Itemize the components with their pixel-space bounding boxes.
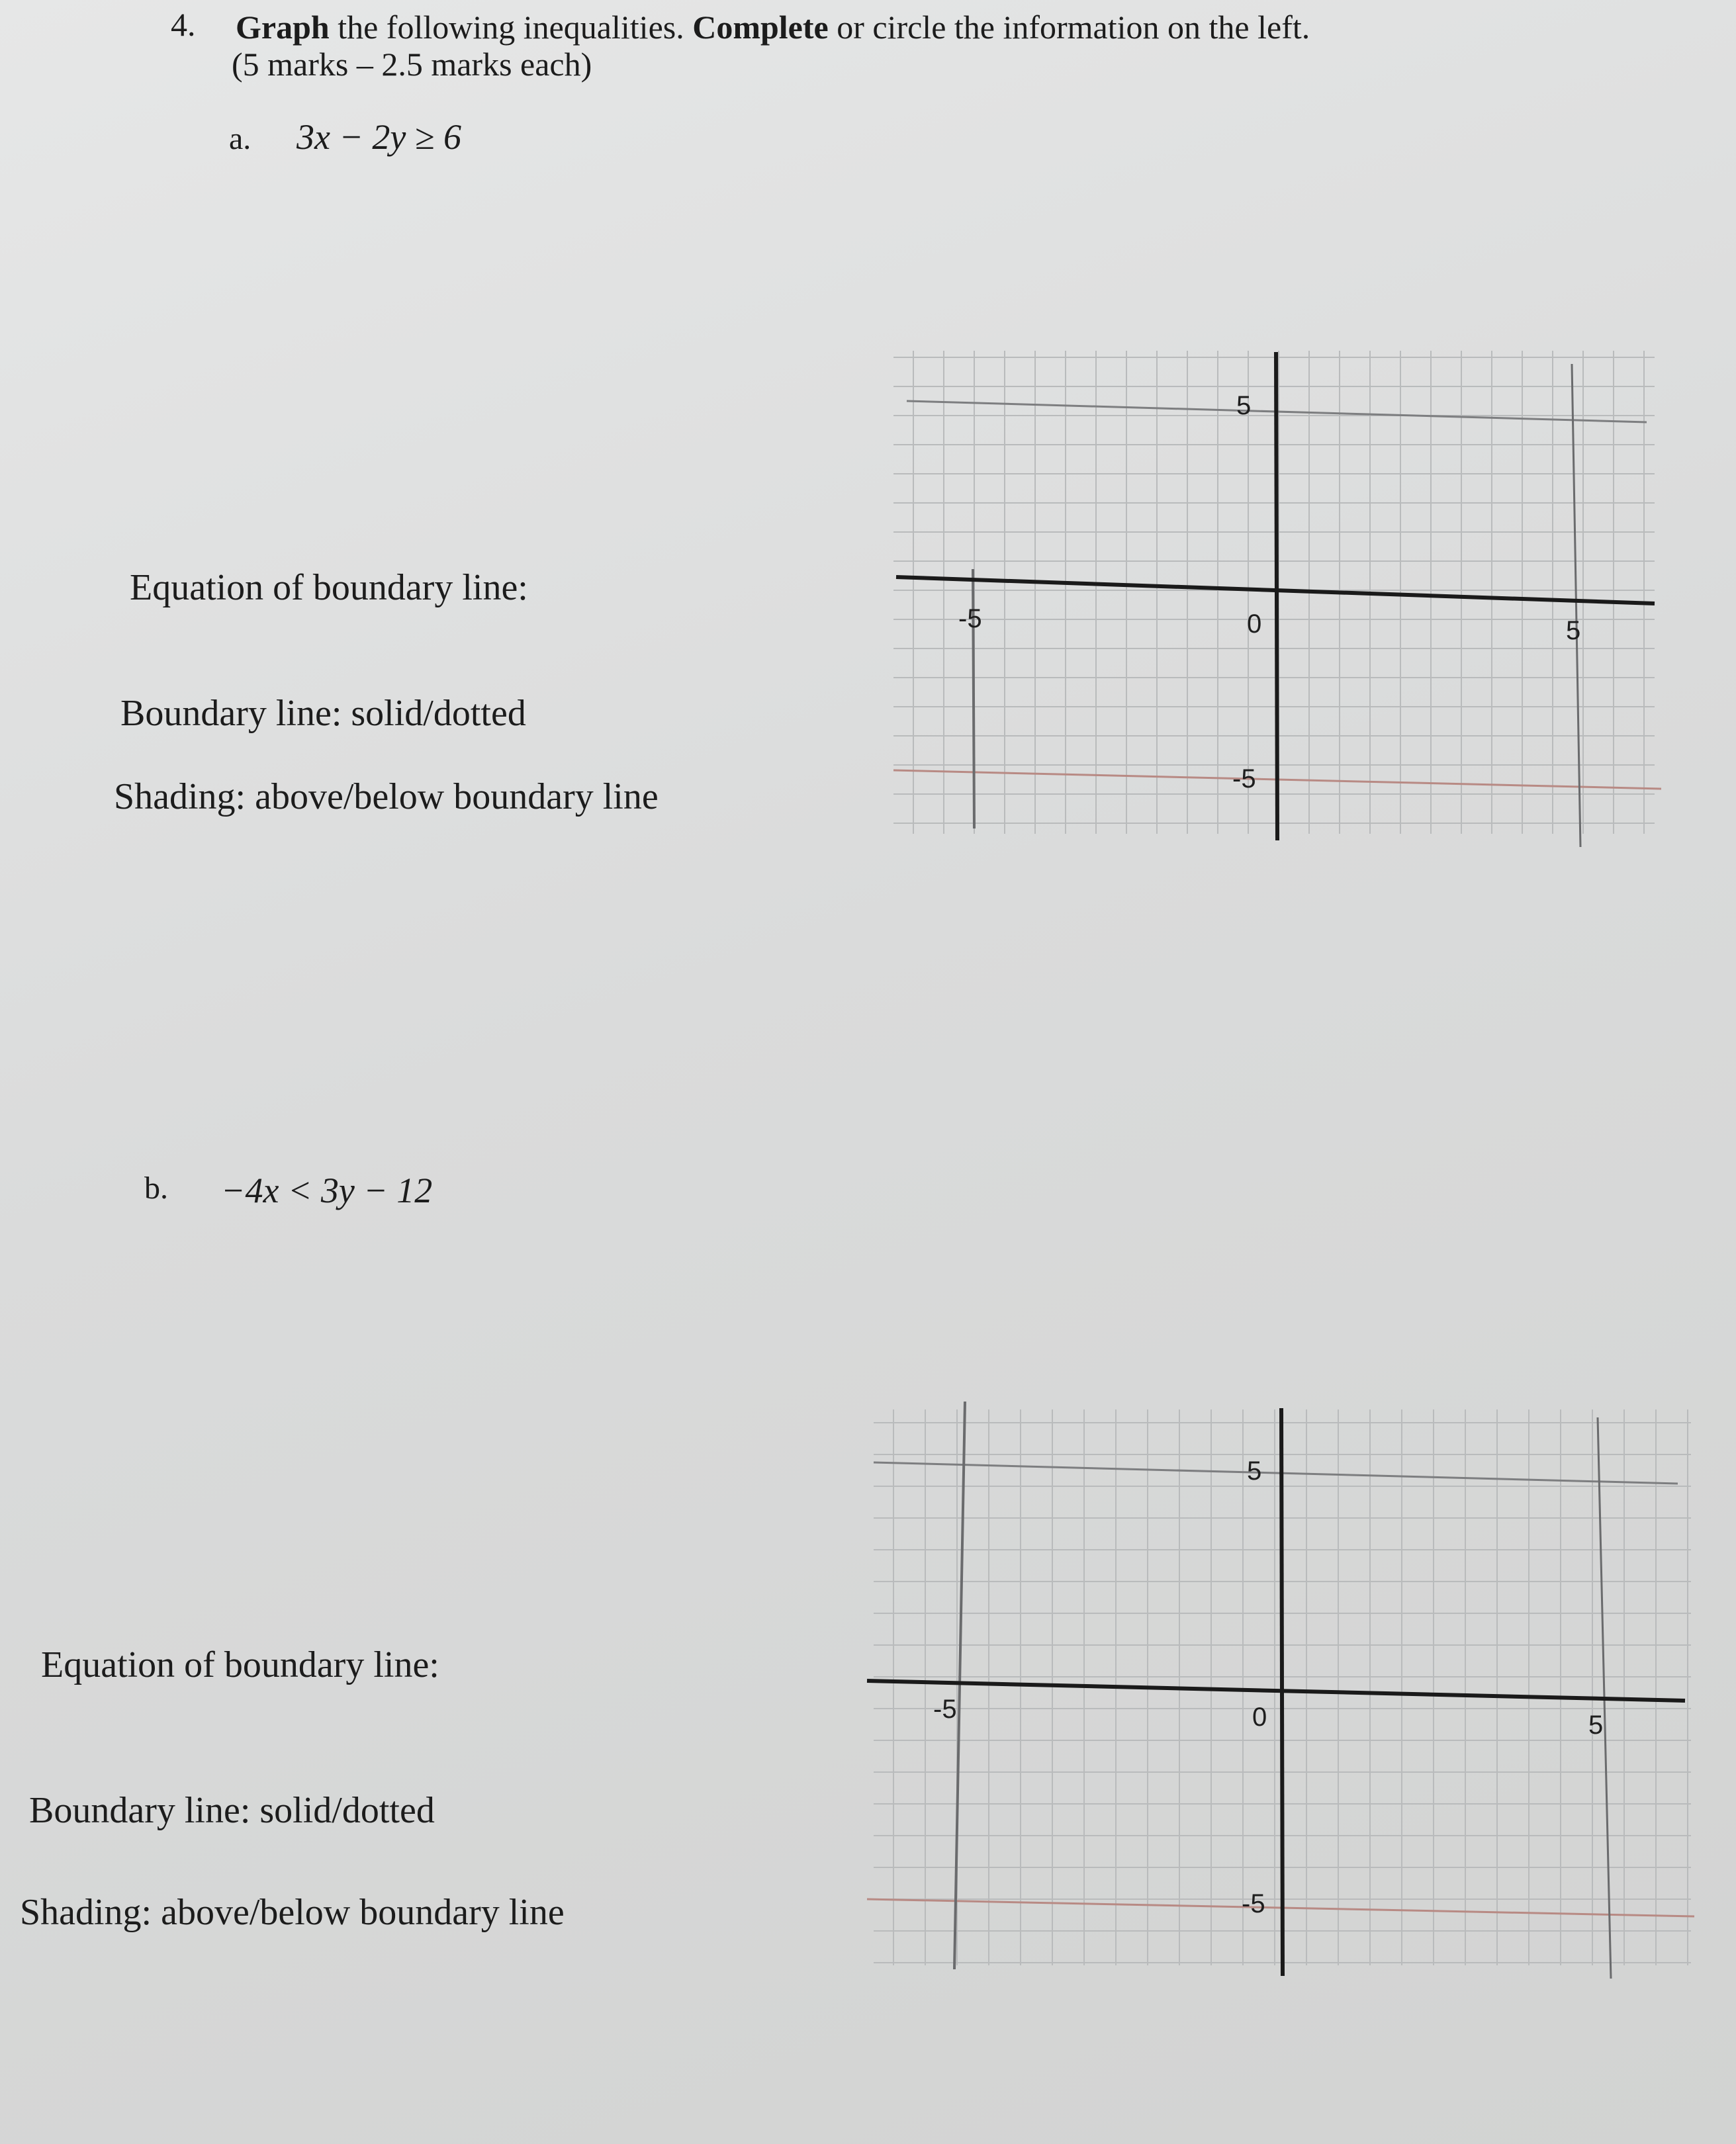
part-a-label: a. bbox=[229, 121, 251, 156]
part-b-y-axis bbox=[1281, 1408, 1283, 1976]
part-a-gridline-x5 bbox=[1572, 364, 1580, 847]
part-b-label-origin: 0 bbox=[1252, 1703, 1267, 1732]
part-b-shading-choice: Shading: above/below boundary line bbox=[20, 1892, 565, 1933]
part-b-label-y5: 5 bbox=[1247, 1456, 1262, 1486]
question-marks: (5 marks – 2.5 marks each) bbox=[232, 46, 592, 83]
instruction-text-1: the following inequalities. bbox=[329, 9, 693, 46]
part-a-label-y5: 5 bbox=[1236, 391, 1252, 420]
part-b-coordinate-grid[interactable] bbox=[867, 1396, 1694, 1979]
question-number: 4. bbox=[171, 6, 196, 43]
part-a-y-axis bbox=[1276, 352, 1277, 840]
instruction-bold-complete: Complete bbox=[692, 9, 829, 46]
instruction-bold-graph: Graph bbox=[236, 9, 330, 46]
part-a-label-y-neg5: -5 bbox=[1232, 764, 1256, 793]
part-b-label-y-neg5: -5 bbox=[1242, 1889, 1265, 1918]
part-b-label: b. bbox=[144, 1171, 168, 1206]
question-instruction bbox=[236, 8, 1310, 46]
part-a-grid-minor-lines bbox=[893, 351, 1655, 834]
instruction-text-2: or circle the information on the left. bbox=[828, 9, 1310, 46]
part-a-inequality: 3x − 2y ≥ 6 bbox=[297, 117, 462, 157]
part-b-boundary-choice: Boundary line: solid/dotted bbox=[29, 1790, 435, 1831]
part-b-label-x5: 5 bbox=[1588, 1711, 1604, 1740]
part-b-label-x-neg5: -5 bbox=[933, 1695, 957, 1724]
part-a-boundary-choice: Boundary line: solid/dotted bbox=[120, 693, 526, 734]
part-a-label-x-neg5: -5 bbox=[958, 604, 982, 633]
part-b-gridline-y5 bbox=[874, 1462, 1678, 1484]
part-a-shading-choice: Shading: above/below boundary line bbox=[114, 776, 659, 817]
part-a-label-x5: 5 bbox=[1566, 616, 1581, 645]
part-a-coordinate-grid[interactable] bbox=[887, 331, 1661, 847]
part-b-equation-label: Equation of boundary line: bbox=[41, 1644, 439, 1685]
part-a-label-origin: 0 bbox=[1247, 609, 1262, 639]
part-b-inequality: −4x < 3y − 12 bbox=[221, 1171, 433, 1210]
part-b-x-axis bbox=[867, 1681, 1685, 1701]
part-a-equation-label: Equation of boundary line: bbox=[130, 567, 528, 608]
